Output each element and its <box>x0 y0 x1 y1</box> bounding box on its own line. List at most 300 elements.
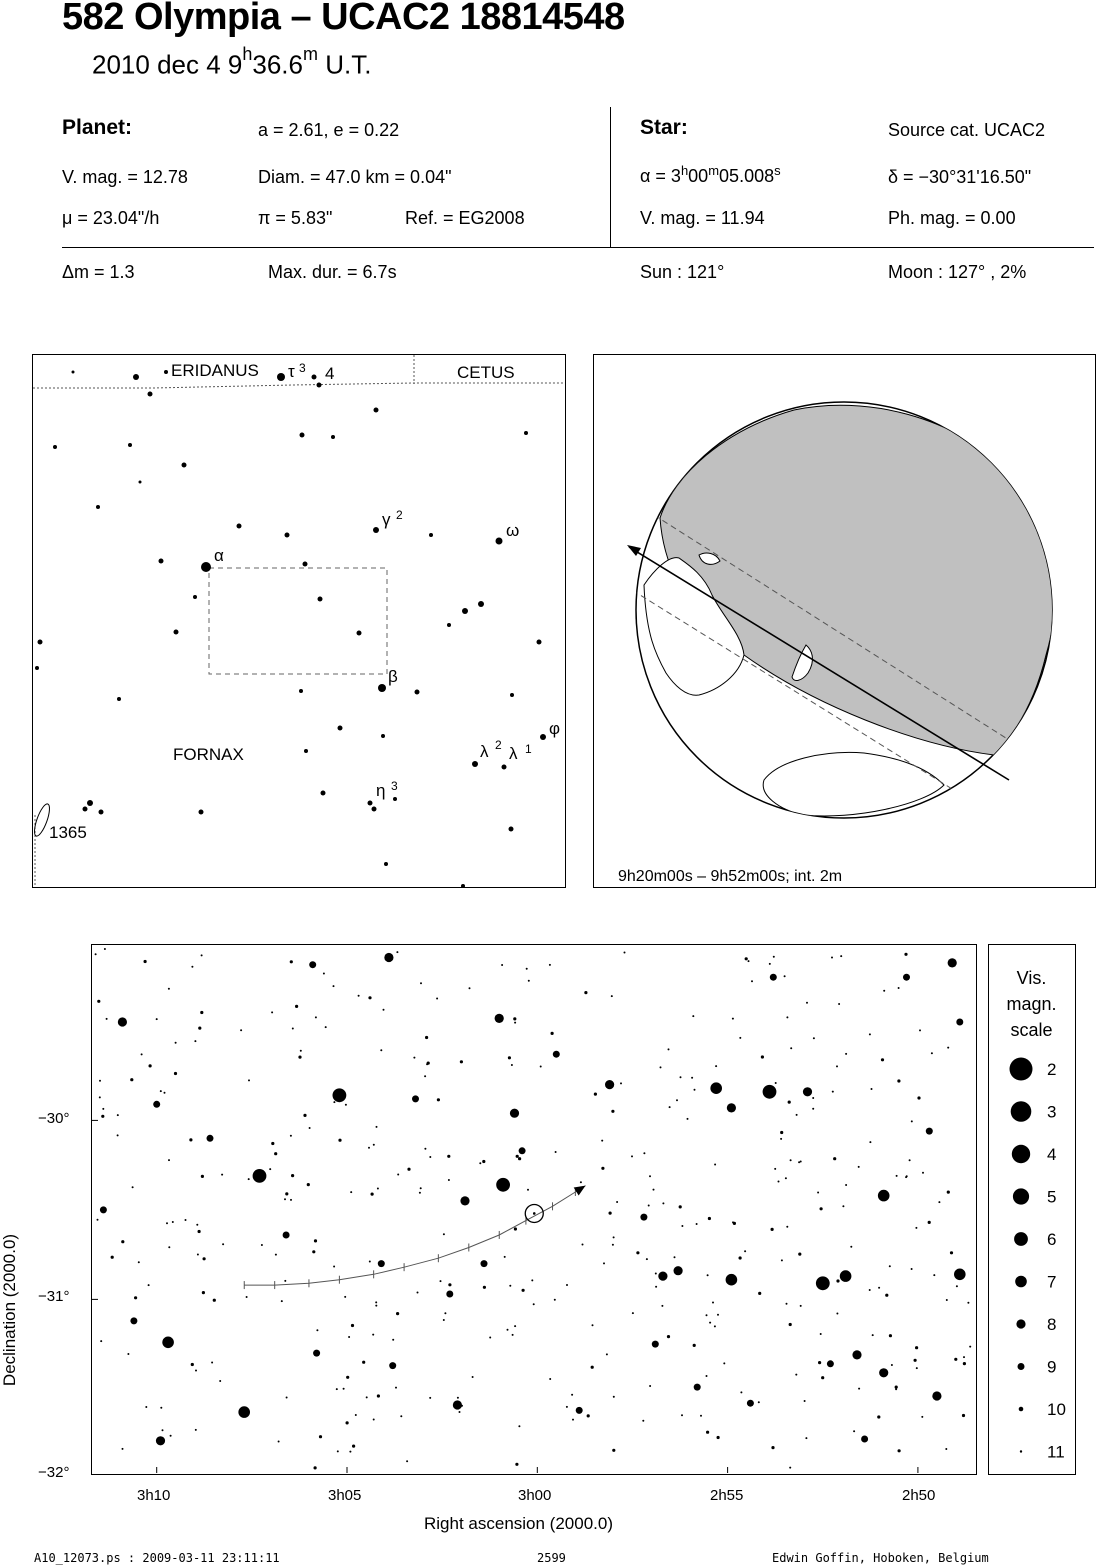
path-direction-arrow-icon <box>627 545 641 556</box>
detail-star-chart <box>92 945 975 1473</box>
faint-star <box>911 1120 913 1122</box>
faint-star <box>603 1262 605 1264</box>
faint-star <box>676 1099 678 1101</box>
faint-star <box>668 1048 670 1050</box>
star-label-gamma: γ <box>382 510 391 529</box>
field-star <box>576 1407 583 1414</box>
star-label-alpha: α <box>214 546 224 565</box>
faint-star <box>609 1212 612 1215</box>
faint-star <box>681 1225 683 1227</box>
x-tick-label: 3h05 <box>328 1487 362 1504</box>
faint-star <box>175 1042 177 1044</box>
faint-star <box>708 1217 711 1220</box>
faint-star <box>950 1251 953 1254</box>
faint-star <box>160 1407 162 1409</box>
faint-star <box>853 1430 855 1432</box>
planet-orbit: a = 2.61, e = 0.22 <box>258 120 400 140</box>
star-label-tau-index: 3 <box>299 361 306 375</box>
planet-parallax: π = 5.83" <box>258 208 333 228</box>
faint-star <box>616 1201 618 1203</box>
faint-star <box>780 1138 782 1140</box>
faint-star <box>469 987 471 989</box>
event-datetime <box>92 44 372 81</box>
star-label-omega: ω <box>506 521 520 540</box>
faint-star <box>472 1376 474 1378</box>
finder-star <box>159 559 164 564</box>
faint-star <box>189 1138 192 1141</box>
faint-star <box>200 1011 203 1014</box>
faint-star <box>164 1092 166 1094</box>
faint-star <box>527 1189 529 1191</box>
finder-star <box>384 862 388 866</box>
faint-star <box>425 1036 428 1039</box>
x-tick-label: 2h50 <box>902 1487 936 1504</box>
finder-star <box>524 431 528 435</box>
faint-star <box>397 1174 399 1176</box>
faint-star <box>580 1181 582 1183</box>
faint-star <box>806 1002 808 1004</box>
faint-star <box>669 1106 671 1108</box>
footer-file: A10_12073.ps : 2009-03-11 23:11:11 <box>34 1551 280 1565</box>
field-star <box>313 1350 320 1357</box>
faint-star <box>145 1406 147 1408</box>
faint-star <box>281 1300 283 1302</box>
faint-star <box>914 1359 917 1362</box>
faint-star <box>172 1221 174 1223</box>
faint-star <box>667 1335 670 1338</box>
faint-star <box>707 1274 709 1276</box>
object-label-1365: 1365 <box>49 823 87 842</box>
star-label-eta-index: 3 <box>391 779 398 793</box>
faint-star <box>130 1078 133 1081</box>
field-star <box>510 1109 519 1118</box>
constellation-label-eridanus: ERIDANUS <box>171 361 259 380</box>
faint-star <box>368 1147 370 1149</box>
finder-star <box>510 693 514 697</box>
faint-star <box>501 964 503 966</box>
finder-star <box>318 597 323 602</box>
faint-star <box>396 951 398 953</box>
finder-star <box>38 640 43 645</box>
event-moon: Moon : 127° , 2% <box>888 262 1027 282</box>
faint-star <box>915 1346 918 1349</box>
field-star <box>840 1270 852 1282</box>
faint-star <box>693 1344 696 1347</box>
legend-mag-label: 10 <box>1047 1400 1066 1419</box>
faint-star <box>196 1224 198 1226</box>
faint-star <box>512 1334 514 1336</box>
faint-star <box>319 1435 322 1438</box>
faint-star <box>687 1118 689 1120</box>
faint-star <box>246 1296 248 1298</box>
field-star <box>153 1101 160 1108</box>
faint-star <box>219 1380 221 1382</box>
faint-star <box>271 1142 274 1145</box>
finder-star <box>199 810 204 815</box>
x-tick-label: 3h10 <box>137 1487 171 1504</box>
faint-star <box>333 1101 335 1103</box>
constellation-label-fornax: FORNAX <box>173 745 244 764</box>
faint-star <box>528 980 530 982</box>
faint-star <box>786 1016 788 1018</box>
detail-chart-frame <box>91 944 977 1475</box>
faint-star <box>400 1415 402 1417</box>
header-divider-vertical <box>610 107 611 248</box>
faint-star <box>489 1337 491 1339</box>
faint-star <box>337 1450 339 1452</box>
faint-star <box>898 987 900 989</box>
faint-star <box>373 1144 375 1146</box>
faint-star <box>800 1305 802 1307</box>
faint-star <box>679 1205 682 1208</box>
faint-star <box>784 975 786 977</box>
finder-star-alpha <box>201 562 211 572</box>
faint-star <box>831 957 833 959</box>
faint-star <box>632 1312 634 1314</box>
faint-star <box>307 1183 310 1186</box>
faint-star <box>798 1161 800 1163</box>
faint-star <box>812 1097 814 1099</box>
finder-star <box>174 630 179 635</box>
finder-chart <box>32 354 566 888</box>
faint-star <box>917 1096 920 1099</box>
faint-star <box>380 1049 382 1051</box>
faint-star <box>612 1449 615 1452</box>
faint-star <box>211 1362 213 1364</box>
faint-star <box>706 1431 709 1434</box>
faint-star <box>769 963 771 965</box>
faint-star <box>111 1256 114 1259</box>
faint-star <box>817 1192 819 1194</box>
x-tick-label: 3h00 <box>518 1487 552 1504</box>
faint-star <box>375 1301 377 1303</box>
finder-star <box>117 697 121 701</box>
faint-star <box>836 1279 839 1282</box>
faint-star <box>566 1284 568 1286</box>
field-star <box>954 1269 966 1281</box>
finder-star <box>133 374 139 380</box>
field-star <box>710 1082 722 1094</box>
faint-star <box>202 1291 205 1294</box>
faint-star <box>420 1187 422 1189</box>
field-star <box>496 1178 510 1192</box>
faint-star <box>967 1302 969 1304</box>
faint-star <box>781 1259 783 1261</box>
field-star <box>747 1400 754 1407</box>
field-star <box>879 1368 888 1377</box>
faint-star <box>549 964 551 966</box>
star-phmag: Ph. mag. = 0.00 <box>888 208 1016 228</box>
finder-star <box>393 797 397 801</box>
faint-star <box>694 1089 696 1091</box>
legend-mag-dot <box>1015 1276 1027 1288</box>
faint-star <box>786 1226 788 1228</box>
faint-star <box>771 1446 774 1449</box>
faint-star <box>426 1063 428 1065</box>
faint-star <box>611 1110 614 1113</box>
faint-star <box>778 1181 780 1183</box>
faint-star <box>739 1037 741 1039</box>
faint-star <box>148 1284 150 1286</box>
faint-star <box>620 1082 622 1084</box>
faint-star <box>906 1175 908 1177</box>
faint-star <box>222 1243 224 1245</box>
faint-star <box>582 1244 584 1246</box>
faint-star <box>745 957 748 960</box>
faint-star <box>121 1240 124 1243</box>
finder-star <box>338 726 343 731</box>
faint-star <box>174 1072 177 1075</box>
faint-star <box>424 1148 426 1150</box>
faint-star <box>373 1419 375 1421</box>
faint-star <box>290 1135 292 1137</box>
faint-star <box>195 1370 197 1372</box>
faint-star <box>790 1047 792 1049</box>
faint-star <box>285 1192 288 1195</box>
faint-star <box>904 953 907 956</box>
faint-star <box>674 1256 676 1258</box>
faint-star <box>514 1325 516 1327</box>
faint-star <box>457 1397 459 1399</box>
planet-motion: μ = 23.04"/h <box>62 208 160 228</box>
faint-star <box>812 1108 814 1110</box>
faint-star <box>522 1289 525 1292</box>
faint-star <box>838 1003 840 1005</box>
faint-star <box>194 1040 196 1042</box>
faint-star <box>613 1236 615 1238</box>
legend-mag-label: 9 <box>1047 1357 1057 1377</box>
faint-star <box>613 1396 615 1398</box>
finder-star <box>381 734 385 738</box>
faint-star <box>748 960 750 962</box>
faint-star <box>298 1056 301 1059</box>
faint-star <box>833 1157 836 1160</box>
faint-star <box>195 1429 197 1431</box>
faint-star <box>377 1188 379 1190</box>
legend-mag-dot <box>1014 1232 1028 1246</box>
event-date: 2010 dec 4 9 <box>92 49 243 80</box>
faint-star <box>712 1302 714 1304</box>
faint-star <box>540 1066 542 1068</box>
faint-star <box>156 1018 158 1020</box>
faint-star <box>333 985 335 987</box>
faint-star <box>483 1286 486 1289</box>
faint-star <box>691 1077 693 1079</box>
faint-star <box>774 1168 776 1170</box>
faint-star <box>751 980 753 982</box>
finder-star <box>537 640 542 645</box>
y-axis-label: Declination (2000.0) <box>0 1233 19 1387</box>
faint-star <box>372 1334 374 1336</box>
faint-star <box>878 1287 880 1289</box>
finder-star <box>300 433 305 438</box>
faint-star <box>162 1429 164 1431</box>
page-title: 582 Olympia – UCAC2 18814548 <box>62 0 625 38</box>
faint-star <box>203 1257 206 1260</box>
faint-star <box>915 1227 917 1229</box>
faint-star <box>144 960 147 963</box>
faint-star <box>97 1000 100 1003</box>
finder-star <box>128 443 132 447</box>
faint-star <box>185 1219 187 1221</box>
field-star <box>694 1384 701 1391</box>
faint-star <box>316 1329 318 1331</box>
finder-star <box>462 608 468 614</box>
faint-star <box>813 1037 815 1039</box>
legend-mag-label: 5 <box>1047 1187 1057 1207</box>
time-minutes: 36.6 <box>252 49 303 80</box>
field-star <box>495 1014 504 1023</box>
faint-star <box>916 1367 918 1369</box>
faint-star <box>290 1199 292 1201</box>
faint-star <box>429 1397 431 1399</box>
star-vmag: V. mag. = 11.94 <box>640 208 765 228</box>
faint-star <box>100 1340 102 1342</box>
faint-star <box>780 1131 783 1134</box>
faint-star <box>921 1416 923 1418</box>
faint-star <box>881 1058 884 1061</box>
event-sun-elongation: Sun : 121° <box>640 262 725 282</box>
earth-globe-svg <box>594 355 1095 887</box>
faint-star <box>969 1346 971 1348</box>
finder-star <box>96 505 100 509</box>
faint-star <box>132 1186 134 1188</box>
faint-star <box>946 1299 948 1301</box>
field-star <box>903 974 910 981</box>
faint-star <box>314 1239 317 1242</box>
faint-star <box>106 1018 108 1020</box>
faint-star <box>786 1303 788 1305</box>
finder-star <box>357 631 362 636</box>
faint-star <box>850 1246 852 1248</box>
faint-star <box>436 998 438 1000</box>
faint-star <box>820 1207 823 1210</box>
faint-star <box>739 1256 742 1259</box>
x-tick-label: 2h55 <box>710 1487 744 1504</box>
faint-star <box>643 1152 645 1154</box>
field-star <box>412 1095 419 1102</box>
field-star <box>827 1360 834 1367</box>
faint-star <box>820 1333 822 1335</box>
faint-star <box>201 954 203 956</box>
faint-star <box>649 1175 651 1177</box>
faint-star <box>104 948 106 950</box>
faint-star <box>459 1411 461 1413</box>
faint-star <box>805 1437 807 1439</box>
legend-mag-label: 3 <box>1047 1102 1057 1122</box>
star-declination: δ = −30°31'16.50" <box>888 167 1032 187</box>
faint-star <box>883 990 885 992</box>
faint-star <box>351 1324 354 1327</box>
faint-star <box>383 1009 385 1011</box>
faint-star <box>601 1140 603 1142</box>
star-source-catalog: Source cat. UCAC2 <box>888 120 1046 140</box>
field-star <box>238 1406 250 1418</box>
finder-star <box>99 810 104 815</box>
field-star <box>878 1190 890 1202</box>
faint-star <box>344 1296 346 1298</box>
finder-star <box>447 623 451 627</box>
finder-chart-svg <box>33 355 565 887</box>
faint-star <box>653 1189 655 1191</box>
faint-star <box>198 1230 201 1233</box>
faint-star <box>168 988 170 990</box>
faint-star <box>947 1191 950 1194</box>
star-label-phi: φ <box>549 719 561 738</box>
finder-star-lambda1 <box>502 765 507 770</box>
faint-star <box>429 1156 431 1158</box>
faint-star <box>555 1151 557 1153</box>
finder-star <box>193 595 197 599</box>
star-label-tau: τ <box>288 362 295 381</box>
field-star <box>162 1337 174 1349</box>
faint-star <box>963 1356 965 1358</box>
faint-star <box>366 1396 368 1398</box>
faint-star <box>744 1250 746 1252</box>
time-minute-unit: m <box>302 44 318 64</box>
faint-star <box>891 1364 893 1366</box>
field-star <box>770 974 777 981</box>
globe-time-caption: 9h20m00s – 9h52m00s; int. 2m <box>618 868 843 885</box>
planet-diameter: Diam. = 47.0 km = 0.04" <box>258 167 452 187</box>
faint-star <box>518 1157 521 1160</box>
y-axis-label-wrap <box>0 1233 19 1387</box>
faint-star <box>338 1139 341 1142</box>
field-star <box>658 1272 667 1281</box>
field-star <box>932 1391 941 1400</box>
field-star <box>926 1128 933 1135</box>
faint-star <box>507 1329 509 1331</box>
finder-star <box>415 690 420 695</box>
field-star <box>283 1232 290 1239</box>
faint-star <box>448 1179 450 1181</box>
faint-star <box>101 1115 104 1118</box>
faint-star <box>798 1253 801 1256</box>
faint-star <box>531 1279 533 1281</box>
event-delta-mag: Δm = 1.3 <box>62 262 135 282</box>
faint-star <box>395 1387 397 1389</box>
faint-star <box>947 1047 949 1049</box>
faint-star <box>271 1011 273 1013</box>
finder-star <box>304 749 308 753</box>
field-star <box>852 1350 861 1359</box>
field-star <box>389 1362 396 1369</box>
faint-star <box>606 1353 608 1355</box>
faint-star <box>922 1172 924 1174</box>
faint-star <box>315 1016 317 1018</box>
field-star <box>726 1274 738 1286</box>
faint-star <box>594 1093 597 1096</box>
faint-star <box>832 1091 834 1093</box>
faint-star <box>346 1421 349 1424</box>
finder-star-omega <box>496 538 503 545</box>
legend-mag-label: 8 <box>1047 1315 1057 1334</box>
legend-mag-label: 6 <box>1047 1230 1057 1249</box>
legend-mag-dot <box>1016 1319 1025 1328</box>
faint-star <box>314 1466 317 1469</box>
faint-star <box>198 1027 201 1030</box>
asteroid-path <box>244 1192 575 1285</box>
faint-star <box>448 1283 451 1286</box>
faint-star <box>655 1286 657 1288</box>
faint-star <box>789 1323 792 1326</box>
faint-star <box>168 1246 170 1248</box>
faint-star <box>845 1053 847 1055</box>
finder-star-gamma2 <box>373 527 379 533</box>
faint-star <box>248 1178 250 1180</box>
faint-star <box>963 1362 966 1365</box>
faint-star <box>591 1366 594 1369</box>
